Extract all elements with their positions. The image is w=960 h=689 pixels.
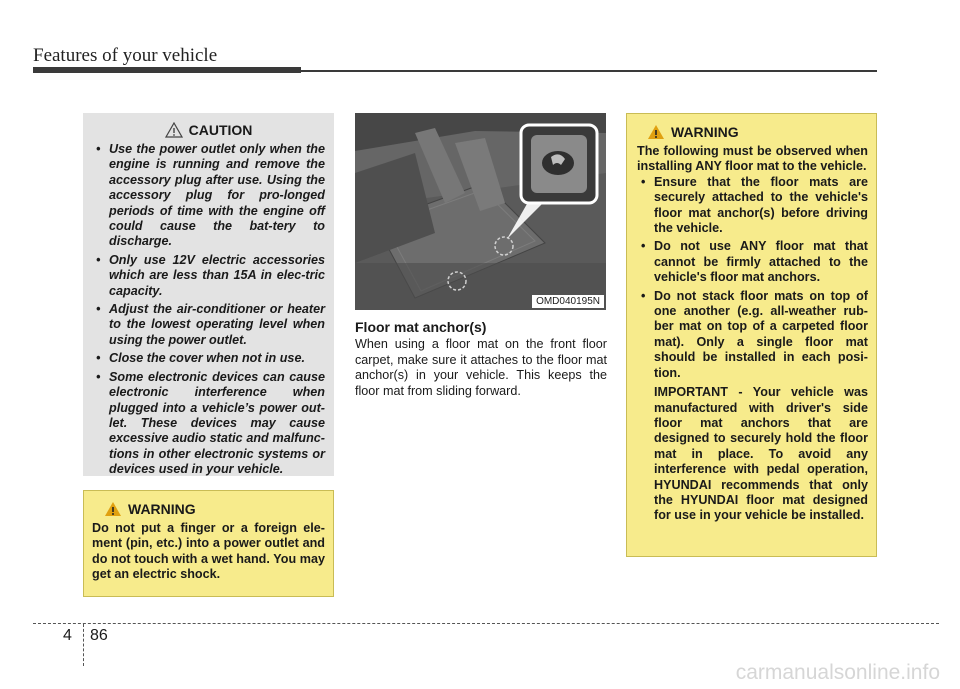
- warning-floor-list: [637, 175, 868, 381]
- caution-item: • Only use 12V electric accessories which are less than 15A in elec-tric capacity.: [92, 253, 325, 299]
- warning-floor-item: • Ensure that the floor mats are securely attached to the vehicle's floor mat anchor(s) before driving the vehicle.: [637, 175, 868, 237]
- warning-outlet-box: [83, 490, 334, 597]
- page-chapter-number: 4: [63, 627, 72, 644]
- caution-title: CAUTION: [188, 122, 253, 138]
- caution-item: • Some electronic devices can cause electronic interference when plugged into a vehicle’s power out-let. These devices may cause excessive audio static and malfunc-tions in other electronic systems or devices used in your vehicle.: [92, 370, 325, 478]
- floor-mat-anchor-figure: [355, 113, 606, 310]
- warning-floor-intro: The following must be observed when installing ANY floor mat to the vehicle.: [637, 144, 868, 174]
- floor-mat-illustration: [355, 113, 606, 310]
- caution-list: [92, 142, 325, 478]
- warning-outlet-text: Do not put a finger or a foreign ele-ment (pin, etc.) into a power outlet and do not touch with a wet hand. You may get an electric shock.: [92, 521, 325, 582]
- caution-heading: [92, 122, 325, 138]
- caution-item: • Close the cover when not in use.: [92, 351, 325, 366]
- caution-triangle-icon: [165, 122, 183, 138]
- caution-item: • Use the power outlet only when the engine is running and remove the accessory plug after use. Using the accessory plug for pro-longed periods of time with the engine off could cause the bat-tery to discharge.: [92, 142, 325, 250]
- caution-item: • Adjust the air-conditioner or heater to the lowest operating level when using the power outlet.: [92, 302, 325, 348]
- header-rule-thin: [301, 70, 877, 72]
- page-number: 86: [90, 627, 108, 644]
- page-header-title: Features of your vehicle: [33, 45, 218, 66]
- footer-dashed-rule: [33, 623, 939, 624]
- warning-floor-title: WARNING: [671, 124, 739, 140]
- warning-triangle-icon: [104, 501, 122, 517]
- warning-floor-item: • Do not stack floor mats on top of one another (e.g. all-weather rub-ber mat on top of a carpeted floor mat). Only a single floor mat should be installed in each posi-tion.: [637, 289, 868, 381]
- section-title: Floor mat anchor(s): [355, 319, 487, 335]
- footer-vertical-rule: [83, 624, 84, 666]
- header-rule-thick: [33, 67, 301, 73]
- section-body: When using a floor mat on the front floor carpet, make sure it attaches to the floor mat anchor(s) in your vehicle. This keeps the floor mat from sliding forward.: [355, 337, 607, 398]
- warning-outlet-heading: [92, 501, 325, 517]
- caution-box: [83, 113, 334, 476]
- warning-floor-heading: [637, 124, 868, 140]
- figure-code-label: OMD040195N: [532, 295, 604, 308]
- warning-floor-box: [626, 113, 877, 557]
- warning-outlet-title: WARNING: [128, 501, 196, 517]
- warning-floor-item: • Do not use ANY floor mat that cannot be firmly attached to the vehicle's floor mat anchors.: [637, 239, 868, 285]
- watermark: carmanualsonline.info: [735, 661, 940, 684]
- warning-floor-important: IMPORTANT - Your vehicle was manufactured with driver's side floor mat anchors that are designed to securely hold the floor mat in place. To avoid any interference with pedal operation, HYUNDAI recommends that only the HYUNDAI floor mat designed for use in your vehicle be installed.: [654, 385, 868, 523]
- warning-triangle-icon: [647, 124, 665, 140]
